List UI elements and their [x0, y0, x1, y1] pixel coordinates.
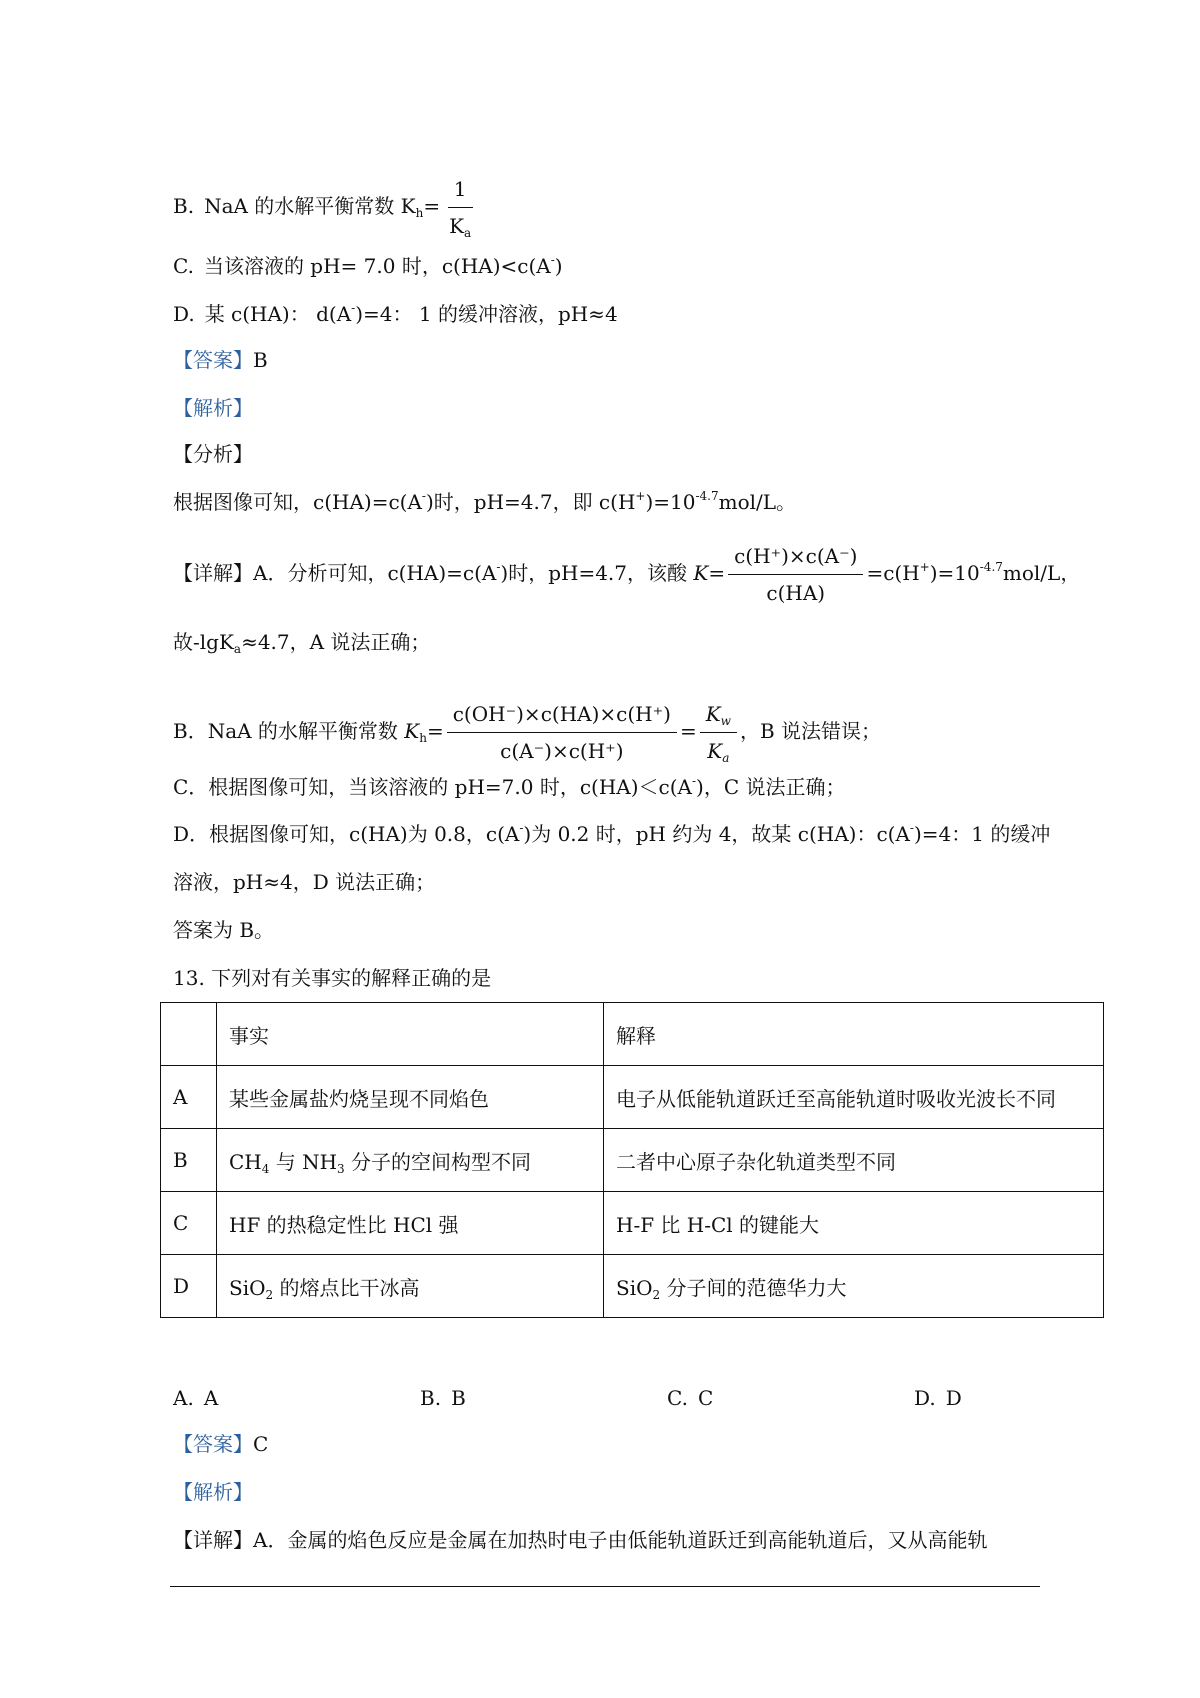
detail-b: B．NaA 的水解平衡常数 $K_h=$ $\frac{c(OH^-)\times c(HA)\times c(H^+)}{c(A^-)\times c(H^+)}$ = $\frac{K_w}{K_a}$ ，B 说法错误；: [173, 699, 881, 766]
question-13-stem: 13. 下列对有关事实的解释正确的是: [173, 966, 492, 990]
facts-table: [160, 1002, 1104, 1318]
fraction-1-over-ka: $\frac{1}{K_a}$: [443, 174, 477, 241]
table-header-row: [161, 1003, 1104, 1066]
jiexi-heading-13: 【解析】: [173, 1480, 253, 1504]
choice-d[interactable]: D. D: [914, 1386, 962, 1410]
fenxi-heading: 【分析】: [173, 442, 253, 466]
kw-over-ka-fraction: $\frac{K_w}{K_a}$: [700, 699, 737, 766]
detail-d-2: 溶液，pH≈4，D 说法正确；: [173, 870, 436, 894]
detail-d: D．根据图像可知，c(HA)为 0.8，c(A-)为 0.2 时，pH 约为 4，故某 c(HA)：c(A-)=4：1 的缓冲: [173, 821, 1051, 846]
table-header-cell: 事实: [217, 1003, 604, 1066]
detail-a-2: 故-lgK$_a$≈4.7，A 说法正确；: [173, 630, 431, 656]
table-header-cell: 解释: [604, 1003, 1104, 1066]
detail-a: 【详解】A．分析可知，c(HA)=c(A-)时，pH=4.7，该酸 K= $\frac{c(H^+)\times c(A^-)}{c(HA)}$ $=c(H^+)=10^{-4.7}mol/L$，: [173, 541, 1080, 608]
jiexi-heading: 【解析】: [173, 396, 253, 420]
option-b: B. NaA 的水解平衡常数 $K_h=$ $\frac{1}{K_a}$: [173, 174, 480, 241]
option-d: D. 某 c(HA)： d(A-)=4： 1 的缓冲溶液，pH≈4: [173, 301, 618, 326]
fenxi-text: 根据图像可知，c(HA)=c(A-)时，pH=4.7，即 $c(H^+)=10^{-4.7}mol/L$。: [173, 489, 797, 514]
table-row: D SiO$_2$ 的熔点比干冰高 SiO$_2$ 分子间的范德华力大: [161, 1255, 1104, 1318]
choice-c[interactable]: C. C: [667, 1386, 714, 1410]
answer-line: 【答案】B: [173, 348, 268, 372]
choice-a[interactable]: A. A: [173, 1386, 219, 1410]
detail-c: C．根据图像可知，当该溶液的 pH=7.0 时，c(HA)＜c(A-)，C 说法正确；: [173, 774, 846, 799]
table-row: B $CH_4$ 与 $NH_3$ 分子的空间构型不同 二者中心原子杂化轨道类型不同: [161, 1129, 1104, 1192]
table-header-cell: [161, 1003, 217, 1066]
conclusion: 答案为 B。: [173, 918, 275, 942]
table-row: C HF 的热稳定性比 HCl 强 H-F 比 H-Cl 的键能大: [161, 1192, 1104, 1255]
kh-fraction: $\frac{c(OH^-)\times c(HA)\times c(H^+)}{c(A^-)\times c(H^+)}$: [447, 699, 677, 766]
ka-fraction: $\frac{c(H^+)\times c(A^-)}{c(HA)}$: [728, 541, 863, 608]
option-c: C. 当该溶液的 pH= 7.0 时，c(HA)<c(A-): [173, 253, 563, 278]
choice-b[interactable]: B. B: [420, 1386, 466, 1410]
table-row: A 某些金属盐灼烧呈现不同焰色 电子从低能轨道跃迁至高能轨道时吸收光波长不同: [161, 1066, 1104, 1129]
footer-divider: [170, 1586, 1040, 1587]
answer-line-13: 【答案】C: [173, 1432, 269, 1456]
detail-13: 【详解】A．金属的焰色反应是金属在加热时电子由低能轨道跃迁到高能轨道后，又从高能轨: [173, 1528, 988, 1552]
